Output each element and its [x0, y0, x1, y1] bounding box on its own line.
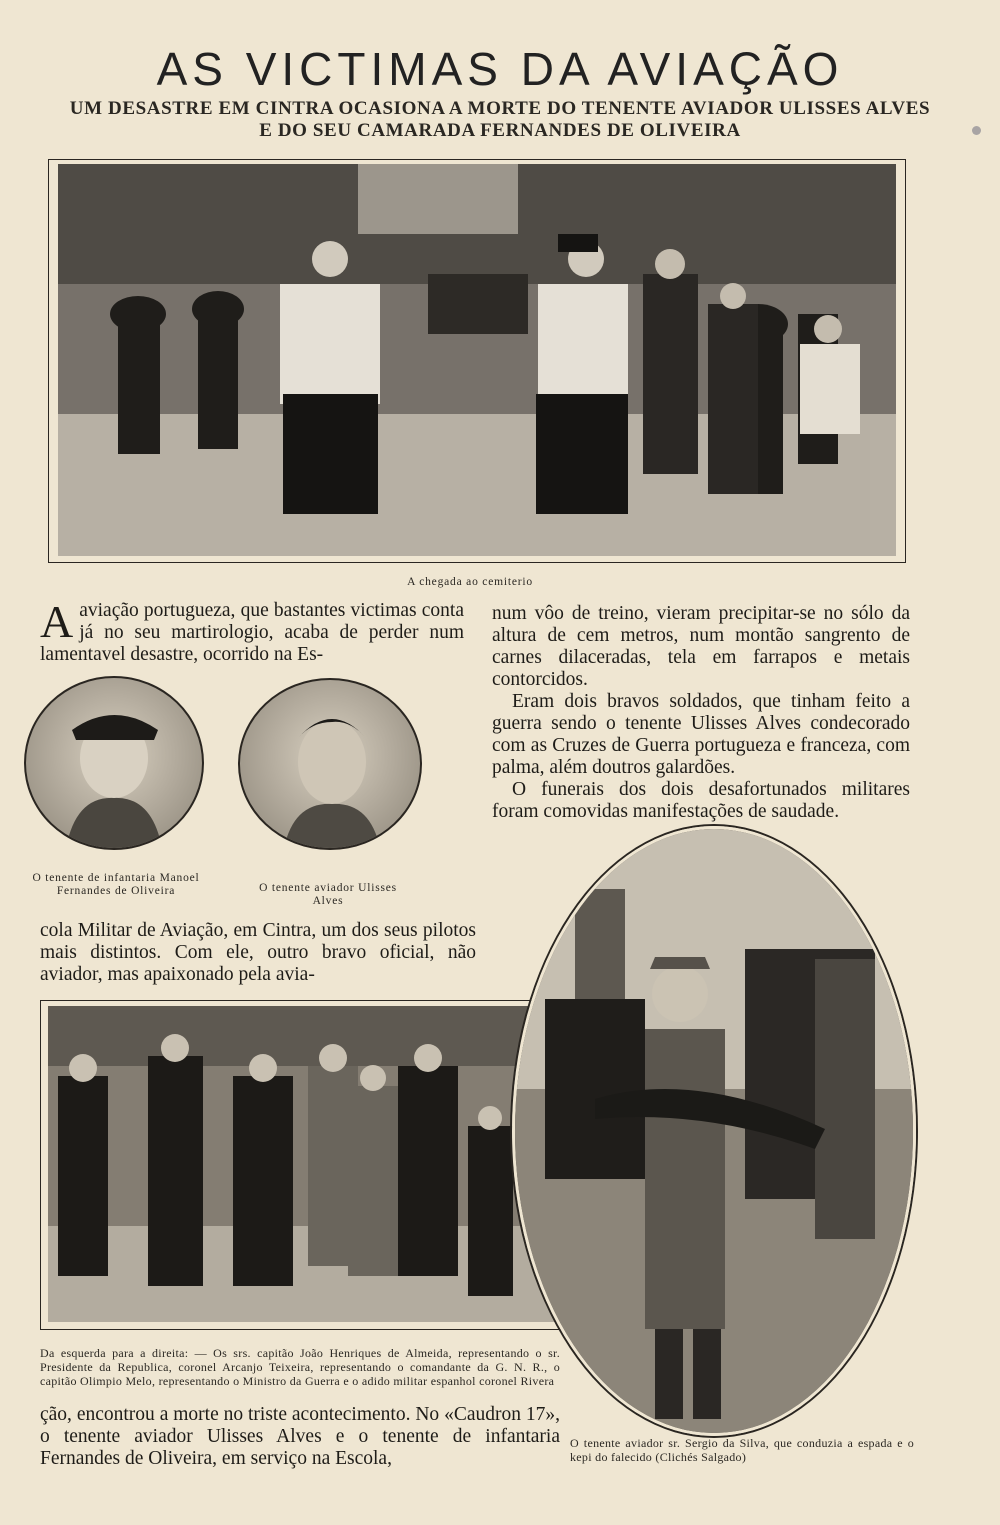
portrait-ulisses-alves [238, 678, 422, 850]
portrait-officer-cap-illustration [26, 678, 202, 848]
article-col1-intro [40, 596, 464, 666]
article-subtitle-line2: E DO SEU CAMARADA FERNANDES DE OLIVEIRA [259, 120, 741, 141]
aviator-oval-photo [512, 826, 916, 1436]
top-photo-caption: A chegada ao cemiterio [407, 576, 533, 588]
article-col1-bottom: ção, encontrou a morte no triste acontecimento. No «Caudron 17», o tenente aviador Ulisses Alves e o tenente de infantaria Fernandes de Oliveira, em serviço na Escola, [40, 1404, 560, 1469]
article-subtitle-line1: UM DESASTRE EM CINTRA OCASIONA A MORTE DO TENENTE AVIADOR ULISSES ALVES [69, 98, 931, 119]
article-col2-paragraph3: O funerais dos dois desafortunados militares foram comovidas manifestações de saudade. [492, 779, 910, 822]
page-mark-dot [972, 126, 981, 135]
bottom-photo-caption: Da esquerda para a direita: — Os srs. capitão João Henriques de Almeida, representando o sr. Presidente da Republica, coronel Arcanjo Teixeira, representando o comandante da G. N. R., o capitão Olimpio Melo, representando o Ministro da Guerra e o adido militar espanhol coronel Rivera [40, 1346, 560, 1388]
aviator-with-sword-illustration [515, 829, 913, 1433]
article-col2 [492, 603, 910, 823]
oval-photo-caption: O tenente aviador sr. Sergio da Silva, que conduzia a espada e o kepi do falecido (Clichés Salgado) [570, 1436, 914, 1464]
article-col2-paragraph1: num vôo de treino, vieram precipitar-se no sólo da altura de cem metros, num montão sangrento de carnes dilaceradas, tela em farrapos e metais contorcidos. [492, 603, 910, 690]
dropcap-letter: A [40, 596, 74, 647]
article-title: AS VICTIMAS DA AVIAÇÃO [156, 43, 844, 95]
officials-group-illustration [48, 1006, 572, 1322]
portrait-left-caption: O tenente de infantaria Manoel Fernandes de Oliveira [32, 872, 200, 897]
article-col1-middle: cola Militar de Aviação, em Cintra, um dos seus pilotos mais distintos. Com ele, outro bravo oficial, não aviador, mas apaixonado pela avia- [40, 920, 476, 985]
officials-group-photo [48, 1006, 572, 1322]
portrait-right-caption: O tenente aviador Ulisses Alves [259, 882, 397, 907]
article-col1-top-text: aviação portugueza, que bastantes victimas conta já no seu martirologio, acaba de perder num lamentavel desastre, ocorrido na Es- [40, 600, 464, 665]
portrait-fernandes-de-oliveira [24, 676, 204, 850]
portrait-aviator-illustration [240, 680, 420, 848]
article-col2-paragraph2: Eram dois bravos soldados, que tinham feito a guerra sendo o tenente Ulisses Alves condecorado com as Cruzes de Guerra portugueza e franceza, com palma, além doutros galardões. [492, 691, 910, 778]
funeral-procession-illustration [58, 164, 896, 556]
funeral-procession-photo [58, 164, 896, 556]
